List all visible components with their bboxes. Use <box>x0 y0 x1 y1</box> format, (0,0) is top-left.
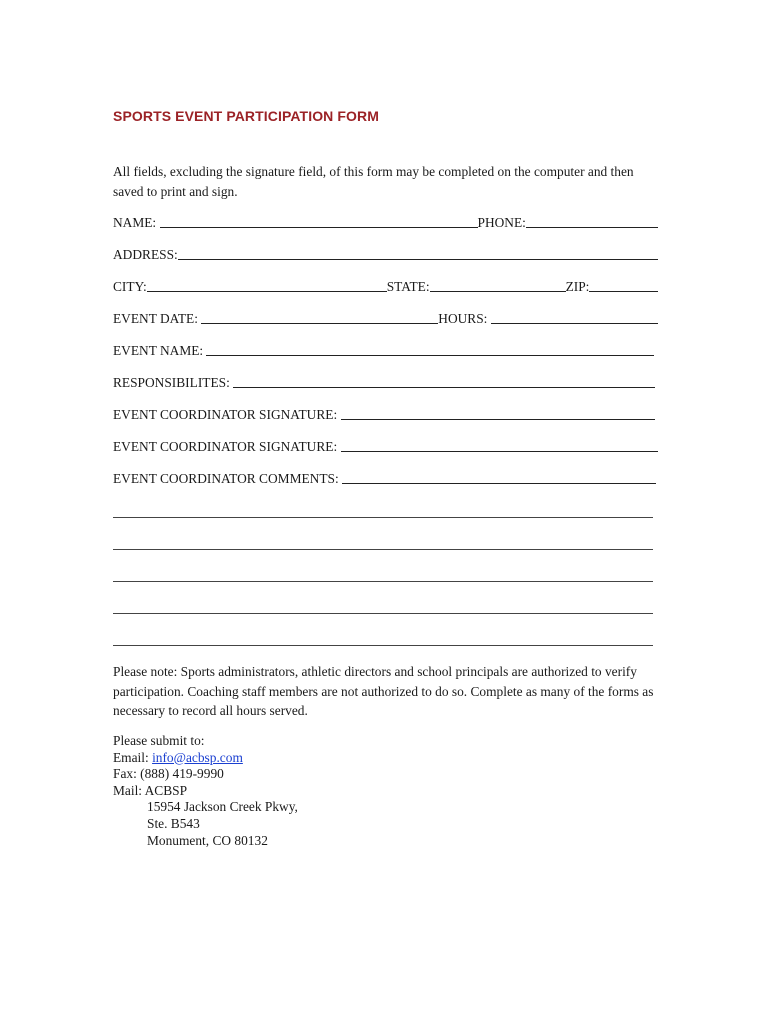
submit-info <box>113 733 658 849</box>
event-name-row <box>113 340 658 360</box>
event-date-field[interactable] <box>201 323 438 324</box>
city-state-zip-row <box>113 276 658 296</box>
name-phone-row <box>113 212 658 232</box>
intro-text: All fields, excluding the signature field, of this form may be completed on the computer and then saved to print and sign. <box>113 164 634 199</box>
mail-address-line-1: 15954 Jackson Creek Pkwy, <box>147 799 298 815</box>
signature-row-2 <box>113 436 658 456</box>
signature-field-1[interactable] <box>341 419 655 420</box>
city-label: CITY: <box>113 279 147 294</box>
email-link[interactable]: info@acbsp.com <box>152 749 243 765</box>
event-name-field[interactable] <box>206 355 654 356</box>
signature-label-2: EVENT COORDINATOR SIGNATURE: <box>113 439 341 454</box>
comment-line-1[interactable] <box>113 517 653 518</box>
date-hours-row <box>113 308 658 328</box>
form-page <box>113 0 658 1024</box>
comments-label: EVENT COORDINATOR COMMENTS: <box>113 471 343 486</box>
comment-line-4[interactable] <box>113 613 653 614</box>
phone-label: PHONE: <box>477 215 526 230</box>
mail-address-line-2: Ste. B543 <box>147 815 200 831</box>
state-label: STATE: <box>386 279 430 294</box>
phone-field[interactable] <box>526 227 658 228</box>
fax-line: Fax: (888) 419-9990 <box>113 766 224 782</box>
comment-line-2[interactable] <box>113 549 653 550</box>
signature-row-1 <box>113 404 658 424</box>
note-text: Please note: Sports administrators, athletic directors and school principals are authorized to verify participation. Coaching staff members are not authorized to do so. Complete as many of the forms as necessary to record all hours served. <box>113 664 654 718</box>
comment-line-5[interactable] <box>113 645 653 646</box>
name-label: NAME: <box>113 215 160 230</box>
mail-line: Mail: ACBSP <box>113 782 188 798</box>
event-date-label: EVENT DATE: <box>113 311 202 326</box>
responsibilities-label: RESPONSIBILITES: <box>113 375 234 390</box>
address-row <box>113 244 658 264</box>
city-field[interactable] <box>147 291 387 292</box>
hours-field[interactable] <box>491 323 658 324</box>
event-name-label: EVENT NAME: <box>113 343 207 358</box>
signature-field-2[interactable] <box>341 451 658 452</box>
address-field[interactable] <box>178 259 658 260</box>
state-field[interactable] <box>430 291 566 292</box>
zip-label: ZIP: <box>565 279 590 294</box>
name-field[interactable] <box>160 227 478 228</box>
form-title: SPORTS EVENT PARTICIPATION FORM <box>113 108 379 124</box>
comments-field[interactable] <box>342 483 656 484</box>
signature-label-1: EVENT COORDINATOR SIGNATURE: <box>113 407 341 422</box>
responsibilities-field[interactable] <box>233 387 655 388</box>
hours-label: HOURS: <box>438 311 491 326</box>
submit-heading: Please submit to: <box>113 733 205 748</box>
responsibilities-row <box>113 372 658 392</box>
mail-address-line-3: Monument, CO 80132 <box>147 832 268 848</box>
comment-line-3[interactable] <box>113 581 653 582</box>
email-label: Email: <box>113 749 153 765</box>
email-line <box>113 750 658 767</box>
address-label: ADDRESS: <box>113 247 178 262</box>
comments-row <box>113 468 658 488</box>
zip-field[interactable] <box>589 291 658 292</box>
